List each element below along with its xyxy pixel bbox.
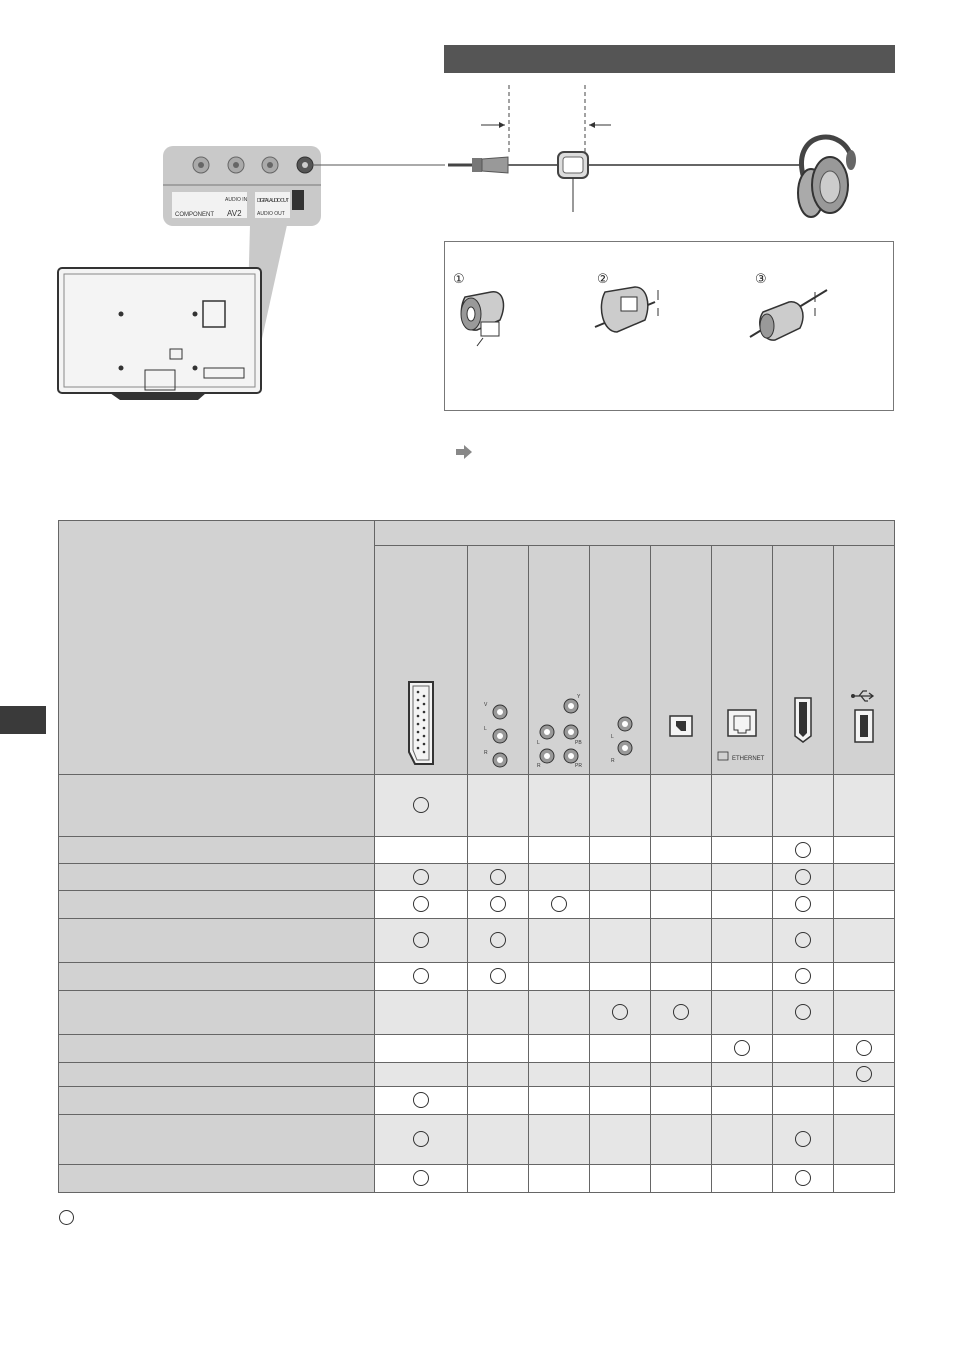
- panel-audio-out-label: AUDIO OUT: [257, 211, 285, 217]
- compat-cell: [375, 991, 468, 1035]
- table-row: [59, 919, 895, 963]
- compat-cell: [529, 1087, 590, 1115]
- compat-cell: [651, 775, 712, 837]
- table-row: [59, 963, 895, 991]
- device-label-cell: [59, 919, 375, 963]
- compat-cell: [651, 1115, 712, 1165]
- table-row: [59, 1087, 895, 1115]
- compat-cell: [712, 891, 773, 919]
- compat-cell: [834, 1087, 895, 1115]
- legend-circle-symbol: [59, 1210, 74, 1225]
- compat-cell: [375, 1063, 468, 1087]
- device-label-cell: [59, 1165, 375, 1193]
- step-3-number: ③: [755, 272, 767, 287]
- component-icon: [529, 546, 590, 775]
- compat-cell: [590, 1165, 651, 1193]
- table-row: [59, 775, 895, 837]
- table-body: [59, 775, 895, 1193]
- panel-component-label: COMPONENT: [175, 212, 214, 218]
- compat-cell: [590, 963, 651, 991]
- compat-cell: [590, 991, 651, 1035]
- compat-cell: [529, 1115, 590, 1165]
- terminal-group-header: [375, 521, 895, 546]
- device-label-cell: [59, 1087, 375, 1115]
- device-label-cell: [59, 1115, 375, 1165]
- compat-cell: [590, 864, 651, 891]
- compat-cell: [712, 1035, 773, 1063]
- compat-cell: [468, 837, 529, 864]
- compatible-mark: [413, 1092, 429, 1108]
- table-row: [59, 891, 895, 919]
- compat-cell: [468, 1087, 529, 1115]
- compat-cell: [834, 775, 895, 837]
- compat-cell: [651, 1063, 712, 1087]
- compatible-mark: [413, 869, 429, 885]
- compat-cell: [834, 891, 895, 919]
- hdmi-icon: [773, 546, 834, 775]
- compat-cell: [590, 1115, 651, 1165]
- compat-cell: [375, 775, 468, 837]
- ethernet-icon: [712, 546, 773, 775]
- ferrite-core-open-icon: [461, 292, 503, 346]
- device-label-cell: [59, 1063, 375, 1087]
- compat-cell: [773, 919, 834, 963]
- compat-cell: [773, 1115, 834, 1165]
- compat-cell: [834, 864, 895, 891]
- compat-cell: [834, 1115, 895, 1165]
- compat-cell: [529, 1035, 590, 1063]
- compat-cell: [590, 1063, 651, 1087]
- device-label-cell: [59, 864, 375, 891]
- svg-text:PB: PB: [575, 740, 582, 746]
- compat-cell: [468, 1063, 529, 1087]
- compat-cell: [773, 963, 834, 991]
- compatible-mark: [413, 1170, 429, 1186]
- compat-cell: [834, 1035, 895, 1063]
- compat-cell: [834, 1165, 895, 1193]
- compat-cell: [468, 1115, 529, 1165]
- compatible-mark: [795, 1170, 811, 1186]
- compat-cell: [468, 919, 529, 963]
- compat-cell: [773, 837, 834, 864]
- compatible-mark: [413, 932, 429, 948]
- compat-cell: [773, 1087, 834, 1115]
- compat-cell: [651, 1087, 712, 1115]
- panel-audio-in-label: AUDIO IN: [225, 197, 248, 203]
- compat-cell: [529, 837, 590, 864]
- compat-cell: [375, 1035, 468, 1063]
- compat-cell: [590, 1035, 651, 1063]
- ferrite-core-steps-box: [444, 241, 894, 411]
- compat-cell: [375, 1115, 468, 1165]
- compatible-mark: [490, 932, 506, 948]
- headphone-cable-drawing: [312, 85, 800, 212]
- compat-cell: [529, 1063, 590, 1087]
- compat-cell: [773, 1165, 834, 1193]
- table-row: [59, 837, 895, 864]
- compatible-mark: [734, 1040, 750, 1056]
- svg-text:L: L: [611, 734, 614, 740]
- tv-rear-drawing: [58, 268, 261, 400]
- compat-cell: [375, 837, 468, 864]
- compatible-mark: [673, 1004, 689, 1020]
- device-column-header: [59, 521, 375, 775]
- table-row: [59, 864, 895, 891]
- compat-cell: [651, 864, 712, 891]
- svg-text:ETHERNET: ETHERNET: [732, 756, 765, 762]
- compatible-mark: [795, 869, 811, 885]
- device-label-cell: [59, 1035, 375, 1063]
- compat-cell: [468, 991, 529, 1035]
- compat-cell: [590, 775, 651, 837]
- svg-text:Y: Y: [577, 694, 581, 700]
- svg-text:R: R: [537, 763, 541, 768]
- compat-cell: [773, 1063, 834, 1087]
- panel-av2-label: AV2: [227, 209, 242, 218]
- device-label-cell: [59, 963, 375, 991]
- compat-cell: [651, 963, 712, 991]
- compat-cell: [375, 1165, 468, 1193]
- compat-cell: [712, 1115, 773, 1165]
- ferrite-core-insert-icon: [595, 287, 658, 332]
- compatible-mark: [413, 797, 429, 813]
- compatible-mark: [413, 968, 429, 984]
- compat-cell: [468, 864, 529, 891]
- compat-cell: [529, 864, 590, 891]
- compat-cell: [834, 963, 895, 991]
- svg-text:V: V: [484, 702, 488, 708]
- table-row: [59, 1165, 895, 1193]
- compat-cell: [375, 1087, 468, 1115]
- compat-cell: [529, 991, 590, 1035]
- compat-cell: [375, 864, 468, 891]
- compat-cell: [651, 837, 712, 864]
- compat-cell: [712, 775, 773, 837]
- compat-cell: [468, 775, 529, 837]
- compatible-mark: [490, 968, 506, 984]
- compat-cell: [773, 1035, 834, 1063]
- compat-cell: [651, 919, 712, 963]
- device-label-cell: [59, 775, 375, 837]
- compat-cell: [712, 963, 773, 991]
- compatible-mark: [413, 1131, 429, 1147]
- compatible-mark: [795, 1131, 811, 1147]
- table-row: [59, 991, 895, 1035]
- compat-cell: [529, 775, 590, 837]
- compatible-mark: [551, 896, 567, 912]
- compatible-mark: [856, 1040, 872, 1056]
- compat-cell: [590, 837, 651, 864]
- compat-cell: [712, 837, 773, 864]
- ferrite-core-closed-icon: [750, 290, 827, 340]
- connection-compatibility-table: [58, 520, 895, 1193]
- device-label-cell: [59, 837, 375, 864]
- compat-cell: [773, 891, 834, 919]
- compat-cell: [590, 919, 651, 963]
- compat-cell: [529, 1165, 590, 1193]
- compat-cell: [651, 1165, 712, 1193]
- optical-icon: [651, 546, 712, 775]
- compat-cell: [773, 775, 834, 837]
- compat-cell: [529, 963, 590, 991]
- compat-cell: [375, 963, 468, 991]
- compatible-mark: [413, 896, 429, 912]
- compatible-mark: [612, 1004, 628, 1020]
- compat-cell: [375, 891, 468, 919]
- compat-cell: [712, 1063, 773, 1087]
- compat-cell: [773, 991, 834, 1035]
- device-label-cell: [59, 991, 375, 1035]
- svg-text:L: L: [484, 726, 487, 732]
- svg-text:R: R: [611, 758, 615, 764]
- headphones-icon: [798, 137, 856, 217]
- table-row: [59, 1035, 895, 1063]
- table-row: [59, 1063, 895, 1087]
- compatible-mark: [490, 896, 506, 912]
- step-1-number: ①: [453, 272, 465, 287]
- compat-cell: [712, 864, 773, 891]
- ferrite-core-drawings: [445, 242, 893, 410]
- table-row: [59, 1115, 895, 1165]
- compatible-mark: [795, 1004, 811, 1020]
- compat-cell: [651, 991, 712, 1035]
- compat-cell: [529, 891, 590, 919]
- svg-text:R: R: [484, 750, 488, 756]
- compat-cell: [375, 919, 468, 963]
- section-side-tab: [0, 706, 46, 734]
- composite-av-icon: [468, 546, 529, 775]
- scart-icon: [375, 546, 468, 775]
- panel-digital-audio-out-label: DIGITAL AUDIO OUT: [257, 198, 289, 204]
- compat-cell: [468, 1035, 529, 1063]
- compat-cell: [468, 891, 529, 919]
- compat-cell: [468, 1165, 529, 1193]
- compat-cell: [651, 891, 712, 919]
- audio-lr-icon: [590, 546, 651, 775]
- svg-text:L: L: [537, 740, 540, 746]
- device-label-cell: [59, 891, 375, 919]
- compatible-mark: [795, 842, 811, 858]
- compatible-mark: [490, 869, 506, 885]
- compat-cell: [590, 1087, 651, 1115]
- compatible-mark: [795, 896, 811, 912]
- compat-cell: [712, 919, 773, 963]
- compat-cell: [773, 864, 834, 891]
- compat-cell: [834, 837, 895, 864]
- compat-cell: [651, 1035, 712, 1063]
- arrow-right-icon: [456, 445, 472, 459]
- compat-cell: [529, 919, 590, 963]
- compatible-mark: [856, 1066, 872, 1082]
- compat-cell: [834, 991, 895, 1035]
- compat-cell: [834, 1063, 895, 1087]
- compat-cell: [712, 1087, 773, 1115]
- compat-cell: [712, 991, 773, 1035]
- compat-cell: [468, 963, 529, 991]
- compat-cell: [834, 919, 895, 963]
- compat-cell: [590, 891, 651, 919]
- compatible-mark: [795, 968, 811, 984]
- svg-text:PR: PR: [575, 763, 582, 768]
- usb-icon: [834, 546, 895, 775]
- compatible-mark: [795, 932, 811, 948]
- step-2-number: ②: [597, 272, 609, 287]
- compat-cell: [712, 1165, 773, 1193]
